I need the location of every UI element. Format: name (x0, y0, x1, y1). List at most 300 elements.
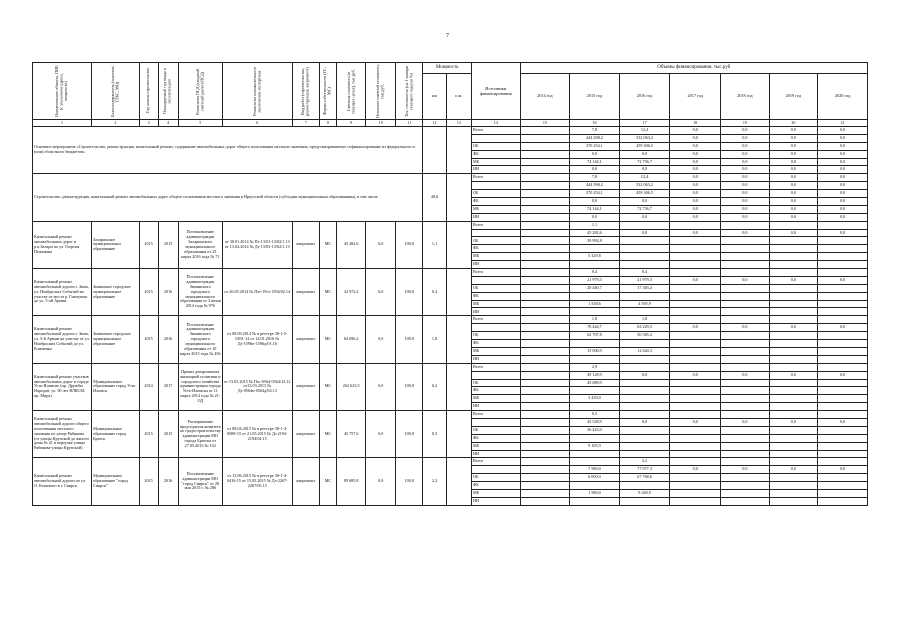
financing-table (32, 62, 868, 506)
funding-value (721, 489, 770, 497)
funding-value: 0,0 (769, 213, 818, 221)
funding-value (769, 316, 818, 324)
funding-value: 0,0 (769, 466, 818, 474)
column-number: 17 (619, 120, 670, 127)
page-number: 7 (446, 33, 449, 39)
funding-value (721, 497, 770, 505)
funding-value (520, 134, 570, 142)
funding-value: 0,0 (721, 418, 770, 426)
funding-value (769, 300, 818, 308)
funding-source: ИИ (471, 213, 520, 221)
funding-value (520, 308, 570, 316)
header-year-2015: 2015 год (570, 74, 620, 120)
object-ownership: МС (320, 363, 337, 410)
funding-value (520, 229, 570, 237)
funding-value (818, 363, 868, 371)
funding-value (769, 379, 818, 387)
funding-source: ФБ (471, 150, 520, 158)
funding-source: ИИ (471, 166, 520, 174)
object-ownership: МС (320, 458, 337, 505)
header-power: Мощность (423, 63, 472, 74)
object-end-year: 2015 (158, 411, 178, 458)
funding-value (818, 308, 868, 316)
funding-source: Всего (471, 221, 520, 229)
header-start-year: Год начала строительства (139, 63, 158, 120)
header-work-type: Вид работ (строительство, реконструкция, капремонт) (292, 63, 319, 120)
funding-source: МБ (471, 395, 520, 403)
funding-value (670, 426, 721, 434)
object-development: 0,0 (366, 221, 396, 268)
funding-value: 0,0 (721, 174, 770, 182)
funding-source: МБ (471, 253, 520, 261)
funding-value: 12 644,3 (619, 347, 670, 355)
funding-value (520, 442, 570, 450)
object-start-year: 2015 (139, 458, 158, 505)
object-expertise: от 13.03.2015 № Пзс-0564-0564/12.12 от13.03.2013 № Дз-0564п-0564д/04.13 (222, 363, 292, 410)
funding-value (570, 261, 620, 269)
funding-value (818, 458, 868, 466)
object-expertise: от 08.09.2014 № в реестре 38-1-5-0291-14 от 14.01.2016 № Дз-1596п-1596д/01.16 (222, 316, 292, 363)
funding-value (818, 316, 868, 324)
object-end-year: 2015 (158, 221, 178, 268)
object-pm (446, 458, 471, 505)
funding-value (769, 340, 818, 348)
funding-value (619, 355, 670, 363)
object-development: 0,0 (366, 458, 396, 505)
object-psd: Постановление администрации Зиминского городского муниципального образования от 3 июня 2014 года № 976 (178, 269, 222, 316)
object-cost: 64 696,2 (336, 316, 366, 363)
funding-source: Всего (471, 363, 520, 371)
funding-value: 0,0 (670, 205, 721, 213)
funding-value (520, 371, 570, 379)
funding-value (520, 482, 570, 490)
object-end-year: 2016 (158, 316, 178, 363)
column-number: 4 (158, 120, 178, 127)
funding-value (520, 245, 570, 253)
funding-source: ИИ (471, 355, 520, 363)
funding-value (670, 332, 721, 340)
funding-value: 45 528,9 (570, 418, 620, 426)
funding-value: 0,0 (670, 229, 721, 237)
funding-value (818, 482, 868, 490)
funding-value (670, 442, 721, 450)
funding-source: МБ (471, 205, 520, 213)
funding-value: 532 063,2 (619, 134, 670, 142)
funding-value: 0,0 (570, 166, 620, 174)
funding-value (520, 497, 570, 505)
funding-value: 0,0 (769, 371, 818, 379)
funding-value (721, 292, 770, 300)
funding-value (520, 253, 570, 261)
object-cost: 262 623,5 (336, 363, 366, 410)
funding-value (818, 411, 868, 419)
funding-value (818, 434, 868, 442)
column-number: 6 (222, 120, 292, 127)
funding-source: ОБ (471, 142, 520, 150)
funding-value: 39 992,8 (570, 237, 620, 245)
column-number: 12 (423, 120, 446, 127)
object-cost: 45 282,6 (336, 221, 366, 268)
column-number: 14 (471, 120, 520, 127)
funding-value (769, 269, 818, 277)
funding-value (721, 403, 770, 411)
funding-value (818, 269, 868, 277)
object-work-type: капремонт (292, 221, 319, 268)
funding-source: ИИ (471, 403, 520, 411)
header-year-2017: 2017 год (670, 74, 721, 120)
object-row (33, 363, 868, 371)
funding-value: 0,0 (721, 371, 770, 379)
object-km: 1,8 (423, 316, 446, 363)
funding-value (670, 379, 721, 387)
funding-value: 21 979,3 (570, 276, 620, 284)
section-row (33, 127, 868, 135)
object-end-year: 2016 (158, 458, 178, 505)
object-start-year: 2015 (139, 221, 158, 268)
funding-source (471, 276, 520, 284)
funding-value (570, 245, 620, 253)
funding-value (670, 221, 721, 229)
funding-value (520, 434, 570, 442)
funding-value: 459 306,5 (619, 190, 670, 198)
object-owner: Муниципальное образование город Усть-Илимск (92, 363, 139, 410)
column-number: 8 (320, 120, 337, 127)
funding-value: 0,0 (818, 134, 868, 142)
funding-value: 0,0 (769, 182, 818, 190)
funding-value (769, 355, 818, 363)
object-km: 2,2 (423, 458, 446, 505)
object-ownership: МС (320, 269, 337, 316)
funding-value (769, 253, 818, 261)
funding-value (570, 482, 620, 490)
funding-value (520, 355, 570, 363)
funding-value (520, 284, 570, 292)
funding-value: 12,4 (619, 127, 670, 135)
funding-value: 0,0 (570, 213, 620, 221)
funding-source: Всего (471, 269, 520, 277)
object-start-year: 2015 (139, 316, 158, 363)
funding-value (769, 450, 818, 458)
object-ownership: МС (320, 316, 337, 363)
funding-value: 0,0 (769, 418, 818, 426)
funding-value (520, 426, 570, 434)
funding-value: 2,2 (619, 458, 670, 466)
funding-value: 0,0 (818, 174, 868, 182)
funding-value: 0,0 (818, 205, 868, 213)
funding-value (619, 395, 670, 403)
funding-value (520, 269, 570, 277)
funding-value (570, 340, 620, 348)
funding-value: 0,0 (721, 142, 770, 150)
funding-value: 370 254,1 (570, 190, 620, 198)
object-work-type: капремонт (292, 363, 319, 410)
funding-value (818, 489, 868, 497)
funding-value (619, 387, 670, 395)
funding-value (670, 387, 721, 395)
funding-value: 0,0 (818, 190, 868, 198)
funding-value (721, 379, 770, 387)
funding-value (670, 300, 721, 308)
funding-value: 62 707,8 (570, 332, 620, 340)
header-year-2016: 2016 год (619, 74, 670, 120)
funding-value (769, 458, 818, 466)
funding-source: ОБ (471, 426, 520, 434)
funding-value: 0,0 (721, 182, 770, 190)
funding-value (520, 300, 570, 308)
funding-value: 0,0 (721, 150, 770, 158)
funding-value (721, 237, 770, 245)
object-km: 0,4 (423, 269, 446, 316)
funding-value: 15 606,9 (570, 347, 620, 355)
funding-value (818, 379, 868, 387)
header-source: Источники финансирования (471, 63, 520, 120)
funding-value (520, 474, 570, 482)
funding-value (520, 332, 570, 340)
funding-value: 0,0 (570, 150, 620, 158)
funding-value (619, 403, 670, 411)
funding-value: 74 144,1 (570, 158, 620, 166)
funding-value (818, 442, 868, 450)
funding-value: 0,0 (721, 324, 770, 332)
object-ownership: МС (320, 411, 337, 458)
financing-table-sheet (32, 62, 868, 506)
funding-source: ОБ (471, 190, 520, 198)
funding-value (721, 269, 770, 277)
funding-value (769, 237, 818, 245)
funding-value (520, 261, 570, 269)
funding-value: 7,8 (570, 174, 620, 182)
funding-source: ОБ (471, 379, 520, 387)
funding-value (670, 253, 721, 261)
column-number: 5 (178, 120, 222, 127)
funding-value: 63 229,5 (619, 324, 670, 332)
object-row (33, 316, 868, 324)
funding-value (520, 276, 570, 284)
funding-value: 0,0 (670, 174, 721, 182)
funding-value: 0,0 (619, 229, 670, 237)
header-volumes: Объемы финансирования, тыс.руб (520, 63, 867, 74)
funding-value (520, 182, 570, 190)
funding-value (818, 332, 868, 340)
funding-value (520, 292, 570, 300)
section-km: 40,6 (423, 174, 446, 221)
funding-value (818, 221, 868, 229)
funding-value: 0,0 (769, 205, 818, 213)
funding-value (818, 395, 868, 403)
funding-source (471, 324, 520, 332)
funding-value: 17 383,4 (619, 284, 670, 292)
header-owner: Балансодержатель (заказчик/ГРБС, МО) (92, 63, 139, 120)
funding-value (818, 426, 868, 434)
object-name: Капитальный ремонт автомобильной дороги по ул. О. Кошевого в г. Свирск (33, 458, 92, 505)
funding-value (520, 363, 570, 371)
funding-value (570, 355, 620, 363)
object-psd: Распоряжение председателя комитета по градостроительству администрации МО города Братска от 27.05.2015 № 102 (178, 411, 222, 458)
funding-value (721, 245, 770, 253)
funding-value: 0,0 (670, 324, 721, 332)
funding-value (769, 363, 818, 371)
header-end-year: Планируемый год ввода в эксплуатацию (158, 63, 178, 120)
section-title: Основное мероприятие «Строительство, реконструкция, капитальный ремонт, содержание автомобильных дорог общего пользования местного значения, предусматривающее софинансирование из федерального и (или) областного бюджетов» (33, 127, 423, 174)
object-name: Капитальный ремонт участков автомобильных дорог в городе Усть-Илимске (пр. Дружбы Народов, ул. 50 лет ВЛКСМ, пр. Мира) (33, 363, 92, 410)
header-pm: п.м. (446, 74, 471, 120)
funding-value (769, 221, 818, 229)
object-pm (446, 411, 471, 458)
funding-value: 78 444,7 (570, 324, 620, 332)
funding-value (721, 221, 770, 229)
object-readiness: 100,0 (396, 363, 423, 410)
funding-value: 0,0 (769, 158, 818, 166)
section-row (33, 174, 868, 182)
funding-value: 3 439,0 (570, 395, 620, 403)
funding-value: 0,4 (619, 269, 670, 277)
object-row (33, 221, 868, 229)
object-km: 1,1 (423, 221, 446, 268)
object-name: Капитальный ремонт автомобильных дорог в р.п.Залари по ул. Георгия Пежемана (33, 221, 92, 268)
funding-value: 0,0 (721, 229, 770, 237)
column-number: 20 (769, 120, 818, 127)
funding-value (670, 395, 721, 403)
funding-value: 0,0 (769, 190, 818, 198)
funding-source: ФБ (471, 245, 520, 253)
object-pm (446, 221, 471, 268)
funding-value (818, 300, 868, 308)
header-development: Освоение сметной стоимости, тыс.руб. (366, 63, 396, 120)
funding-value (520, 403, 570, 411)
column-number: 16 (570, 120, 620, 127)
object-readiness: 100,0 (396, 269, 423, 316)
funding-value (570, 497, 620, 505)
funding-value (818, 497, 868, 505)
funding-value (769, 434, 818, 442)
object-readiness: 100,0 (396, 316, 423, 363)
funding-source: ИИ (471, 308, 520, 316)
funding-value: 0,0 (769, 174, 818, 182)
funding-value (670, 355, 721, 363)
funding-value: 49 128,9 (570, 371, 620, 379)
funding-value: 0,0 (818, 182, 868, 190)
funding-value (520, 418, 570, 426)
funding-value: 0,0 (619, 198, 670, 206)
object-end-year: 2016 (158, 269, 178, 316)
object-ownership: МС (320, 221, 337, 268)
funding-value (670, 497, 721, 505)
funding-value: 1,8 (619, 316, 670, 324)
section-title: Строительство, реконструкция, капитальный ремонт автомобильных дорог общего пользования местного значения в Иркутской области (субсидии муниципальным образованиям), в том числе (33, 174, 423, 221)
funding-value (721, 347, 770, 355)
funding-value: 0,0 (769, 198, 818, 206)
funding-value (721, 253, 770, 261)
funding-value (769, 411, 818, 419)
funding-value: 45 282,6 (570, 229, 620, 237)
funding-value (721, 442, 770, 450)
funding-value (520, 347, 570, 355)
funding-value (818, 261, 868, 269)
object-psd: Постановление администрации Зиминского городского муниципального образования от 10 марта 2015 года № 456 (178, 316, 222, 363)
header-name: Наименование объекта, ПИР, (с указанием адреса, мощности) (33, 63, 92, 120)
funding-value (670, 363, 721, 371)
funding-value (520, 198, 570, 206)
funding-value (619, 308, 670, 316)
funding-value: 72 756,7 (619, 205, 670, 213)
object-owner: Зиминское городское муниципальное образование (92, 269, 139, 316)
funding-value: 0,0 (670, 371, 721, 379)
object-development: 0,0 (366, 269, 396, 316)
funding-value: 0,0 (670, 127, 721, 135)
funding-value (520, 466, 570, 474)
funding-value: 12,4 (619, 174, 670, 182)
funding-value: 1,1 (570, 221, 620, 229)
funding-value: 1 538,6 (570, 300, 620, 308)
funding-value: 0,0 (818, 158, 868, 166)
funding-value: 0,5 (570, 411, 620, 419)
header-psd: Реквизиты ПСД (сводный сметный расчет/ПСД) (178, 63, 222, 120)
funding-value (670, 458, 721, 466)
funding-value: 0,0 (670, 142, 721, 150)
column-number: 7 (292, 120, 319, 127)
funding-value (818, 403, 868, 411)
funding-value: 0,0 (619, 418, 670, 426)
object-km: 6,2 (423, 363, 446, 410)
funding-value (520, 489, 570, 497)
funding-value (769, 489, 818, 497)
funding-value (570, 458, 620, 466)
funding-value: 532 063,2 (619, 182, 670, 190)
funding-value: 0,0 (670, 213, 721, 221)
funding-value (570, 434, 620, 442)
funding-value: 0,0 (769, 150, 818, 158)
header-ownership: Форма собственности (ГС, МС) (320, 63, 337, 120)
header-row-1 (33, 63, 868, 74)
funding-value (769, 245, 818, 253)
funding-value (769, 497, 818, 505)
funding-value (570, 308, 620, 316)
object-name: Капитальный ремонт автомобильной дороги общего пользования местного значения по улице Рябикова (от улицы Крупской до жилого дома № 21 в переулке улицы Рябикова-улицы Крупской) (33, 411, 92, 458)
header-year-2019: 2019 год (769, 74, 818, 120)
funding-value (619, 434, 670, 442)
funding-value (670, 308, 721, 316)
header-year-2018: 2018 год (721, 74, 770, 120)
funding-value: 0,0 (721, 127, 770, 135)
funding-value: 0,0 (818, 229, 868, 237)
funding-value: 0,0 (818, 198, 868, 206)
funding-value: 0,0 (619, 150, 670, 158)
funding-value (670, 347, 721, 355)
header-readiness: Тех. готовность (на 1 января текущего года) (в %) (396, 63, 423, 120)
funding-value (721, 395, 770, 403)
object-expertise: от 08.04.2015 № в реестре 38-1-4-0088-15 от 21.05.2015 № Дз 2194-2194/04.15 (222, 411, 292, 458)
funding-value (570, 450, 620, 458)
funding-value: 1 580,0 (570, 489, 620, 497)
funding-value: 0,0 (769, 229, 818, 237)
funding-value (769, 292, 818, 300)
object-work-type: капремонт (292, 316, 319, 363)
funding-value: 0,0 (670, 190, 721, 198)
section-pm (446, 174, 471, 221)
header-year-2020: 2020 год (818, 74, 868, 120)
funding-value: 6 000,0 (570, 474, 620, 482)
funding-value (818, 355, 868, 363)
funding-value (670, 411, 721, 419)
funding-source: ФБ (471, 482, 520, 490)
object-start-year: 2015 (139, 411, 158, 458)
object-readiness: 100,0 (396, 458, 423, 505)
funding-value (769, 403, 818, 411)
funding-value: 45 689,9 (570, 379, 620, 387)
funding-value (670, 261, 721, 269)
column-number: 10 (366, 120, 396, 127)
funding-source (471, 371, 520, 379)
